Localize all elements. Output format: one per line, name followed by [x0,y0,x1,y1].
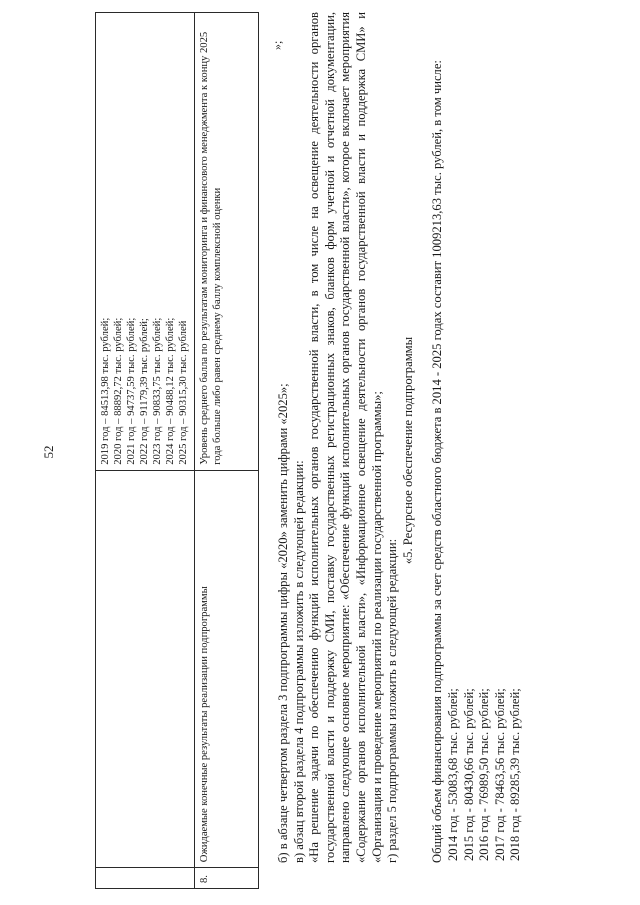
year-funding-line: 2018 год - 89285,39 тыс. рублей; [508,688,523,861]
table-row [195,13,259,889]
paragraph-b: б) в абзаце четвертом раздела 3 подпрограммы цифры «2020» заменить цифрами «2025»; [276,383,290,863]
row-number-cell: 8. [195,868,259,889]
row-number-cell [96,868,195,889]
year-funding-line: 2015 год - 80430,66 тыс. рублей; [461,688,476,861]
funding-year-line: 2019 год – 84513,98 тыс. рублей; [100,317,111,465]
funding-year-line: 2020 год – 88892,72 тыс. рублей; [113,317,124,465]
year-funding-line: 2016 год - 76989,50 тыс. рублей; [477,688,492,861]
row-label-cell [96,470,195,867]
amendment-text [276,12,524,889]
funding-year-line: 2024 год – 90488,12 тыс. рублей; [165,317,176,465]
paragraph-quote: «На решение задачи по обеспечению функций исполнительных органов государственной власти, в том числе на освещение деятельности органов государственной власти и поддержку СМИ, поставку государственных регистрационных знаков, бланков форм учетной и отчетной документации, направлено следующее основное мероприятие: «Обеспечение функций исполнительных органов государственной власти», которое включает мероприятия «Содержание органов исполнительной власти», «Информационное освещение деятельности органов государственной власти и поддержка СМИ» и «Организация и проведение мероприятий по реализации государственной программы»; [307,12,384,863]
paragraph-total: Общий объем финансирования подпрограммы за счет средств областного бюджета в 2014 - 2025 годах составит 1009213,63 тыс. рублей, в том числе: [430,60,445,863]
paragraph-g: г) раздел 5 подпрограммы изложить в следующей редакции: [385,538,400,863]
funding-year-line: 2021 год – 94737,59 тыс. рублей; [126,317,137,465]
row-value-cell [96,13,195,471]
closing-quote: »; [270,40,284,50]
year-funding-line: 2014 год - 53083,68 тыс. рублей; [445,688,460,861]
funding-year-line: 2023 год – 90833,75 тыс. рублей; [152,317,163,465]
row-value-cell: Уровень среднего балла по результатам мониторинга и финансового менеджмента к концу 2025 года больше либо равен среднему баллу комплексной оценки [195,13,259,471]
page-number: 52 [41,445,56,459]
funding-year-line: 2025 год – 90315,30 тыс. рублей [178,320,189,465]
section-title: «5. Ресурсное обеспечение подпрограммы [400,336,415,565]
row-label-cell: Ожидаемые конечные результаты реализации подпрограммы [195,470,259,867]
paragraph-v: в) абзац второй раздела 4 подпрограммы изложить в следующей редакции: [291,460,306,863]
year-funding-line: 2017 год - 78463,56 тыс. рублей; [492,688,507,861]
funding-year-line: 2022 год – 91179,39 тыс. рублей; [139,318,150,465]
table-row [96,13,195,889]
subprogram-table [95,12,259,889]
